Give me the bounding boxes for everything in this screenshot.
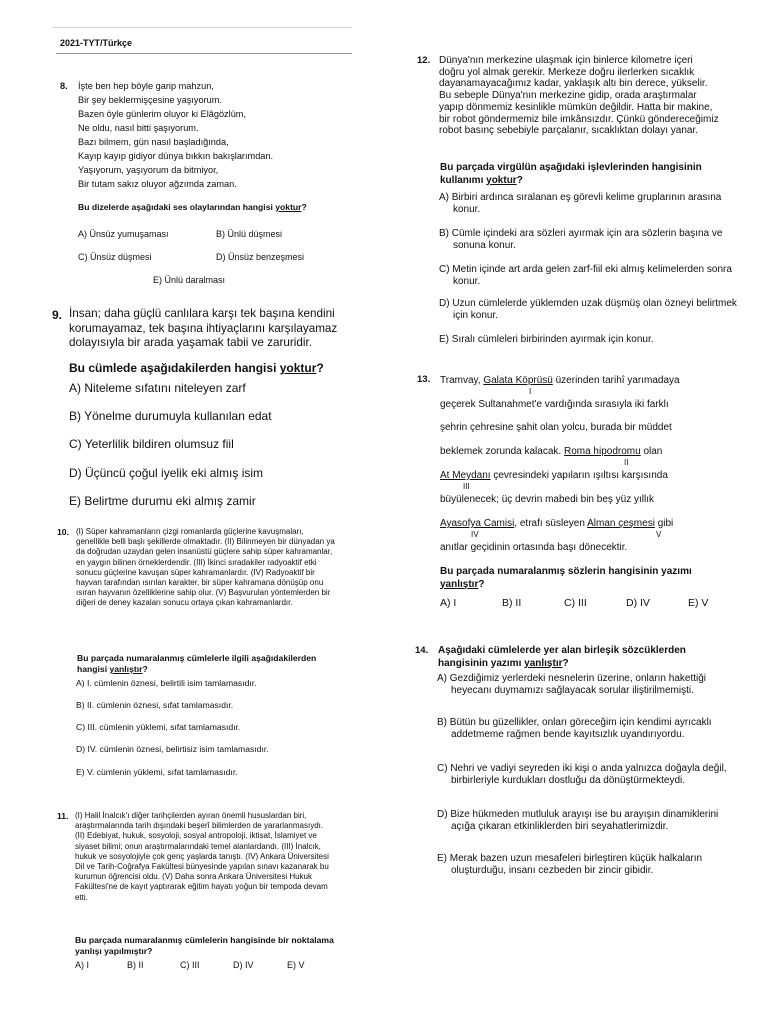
option-e[interactable]: E) Ünlü daralması <box>153 275 226 285</box>
option-d[interactable]: D) Ünsüz benzeşmesi <box>216 252 305 262</box>
question-number: 12. <box>417 55 431 66</box>
option-a[interactable]: A) Birbiri ardınca sıralanan eş görevli kelime gruplarının arasına konur. <box>439 192 722 215</box>
underlined-term-v: Alman çeşmesi <box>587 518 655 529</box>
header-divider <box>56 53 352 54</box>
header-accent-line <box>52 27 352 28</box>
option-e[interactable]: E) V. cümlenin yüklemi, sıfat tamlamasıdır. <box>76 767 238 777</box>
option-a[interactable]: A) Niteleme sıfatını niteleyen zarf <box>69 381 246 395</box>
poem-line: Kayıp kayıp gidiyor dünya bıkkın bakışlarımdan. <box>78 151 274 161</box>
underlined-term-i: Galata Köprüsü <box>483 375 553 386</box>
question-text: (I) Halil İnalcık'ı diğer tarihçilerden ayıran önemli hususlardan biri, araştırmalarında tarih dışındaki beşerî bilimlerden de yararlanmasıydı. (II) Edebiyat, hukuk, sosyoloji, sosyal antropoloji, iktisat, İslamiyet ve siyaset bilimi; onun araştırmalarındaki temel alanlardandı. (III) İnalcık, hukuk ve sosyolojiyle çok genç yaşlarda tanıştı. (IV) Ankara Üniversitesi Dil ve Tarih-Coğrafya Fakültesi bünyesinde yapılan sınavı kazanarak bu kurumun öğrencisi oldu. (V) Daha sonra Ankara Üniversitesi Hukuk Fakültesi'ne de kayıt yaptırarak eğitim hayatı yoğun bir tempoda devam etti. <box>75 811 329 902</box>
option-d[interactable]: D) Bize hükmeden mutluluk arayışı ise bu arayışın dinamiklerini açığa çıkaran etkinliklerden biri seyahatlerimizdir. <box>437 809 719 832</box>
text-line: geçerek Sultanahmet'e vardığında sırasıyla iki farklı <box>440 399 669 410</box>
option-b[interactable]: B) Cümle içindeki ara sözleri ayırmak için ara sözlerin başına ve sonuna konur. <box>439 228 723 251</box>
roman-marker: III <box>463 482 470 491</box>
option-d[interactable]: D) IV <box>626 597 650 609</box>
roman-marker: I <box>529 387 532 396</box>
question-number: 13. <box>417 374 431 385</box>
option-d[interactable]: D) Üçüncü çoğul iyelik eki almış isim <box>69 466 264 480</box>
question-stem: Bu parçada numaralanmış sözlerin hangisinin yazımı yanlıştır? <box>440 566 692 590</box>
text-line: anıtlar geçidinin ortasında başı dönecektir. <box>440 542 628 553</box>
option-b[interactable]: B) Yönelme durumuyla kullanılan edat <box>69 409 272 423</box>
option-b[interactable]: B) II. cümlenin öznesi, sıfat tamlamasıdır. <box>76 700 234 710</box>
text-line: büyülenecek; üç devrin mabedi bin beş yüz yıllık <box>440 494 655 505</box>
question-number: 14. <box>415 645 429 656</box>
poem-line: İşte ben hep böyle garip mahzun, <box>78 81 214 91</box>
option-c[interactable]: C) III <box>564 597 587 609</box>
poem-line: Bazen öyle günlerim oluyor ki Elâgözlüm, <box>78 109 247 119</box>
question-number: 11. <box>57 811 69 821</box>
underlined-term-ii: Roma hipodromu <box>563 446 641 457</box>
underlined-term-iii: At Meydanı <box>440 470 491 481</box>
question-text: İnsan; daha güçlü canlılara karşı tek başına kendini korumayamaz, tek başına ihtiyaçlarını karşılayamaz dolayısıyla bir arada yaşamak tabii ve zaruridir. <box>69 307 338 350</box>
text-line: Tramvay, Galata Köprüsü üzerinden tarihî yarımadaya <box>440 375 680 386</box>
option-d[interactable]: D) IV. cümlenin öznesi, belirtisiz isim tamlamasıdır. <box>76 744 269 754</box>
option-c[interactable]: C) III. cümlenin yüklemi, sıfat tamlamasıdır. <box>76 722 241 732</box>
option-a[interactable]: A) I <box>75 960 90 970</box>
roman-marker: IV <box>471 530 479 539</box>
poem <box>78 79 368 191</box>
question-number: 10. <box>57 527 69 537</box>
text-line: beklemek zorunda kalacak. Roma hipodromu olan <box>440 446 663 457</box>
option-e[interactable]: E) V <box>287 960 305 970</box>
option-a[interactable]: A) I. cümlenin öznesi, belirtili isim tamlamasıdır. <box>76 678 257 688</box>
question-number: 8. <box>60 81 68 91</box>
question-stem: Aşağıdaki cümlelerde yer alan birleşik sözcüklerden hangisinin yazımı yanlıştır? <box>438 645 686 669</box>
option-a[interactable]: A) Gezdiğimiz yerlerdeki nesnelerin üzerine, onların hakettiği heyecanı duymamızı sağlayacak sorular iliştirilmemişti. <box>437 673 707 696</box>
option-c[interactable]: C) Ünsüz düşmesi <box>78 252 152 262</box>
option-e[interactable]: E) Merak bazen uzun mesafeleri birleştiren küçük halkaların oluşturduğu, insanı cezbeden bir zincir gibidir. <box>437 853 703 876</box>
roman-marker: V <box>656 530 662 539</box>
option-a[interactable]: A) Ünsüz yumuşaması <box>78 229 169 239</box>
text-line: Ayasofya Camisi, etrafı süsleyen Alman çeşmesi gibi <box>440 518 674 529</box>
option-e[interactable]: E) Belirtme durumu eki almış zamir <box>69 494 256 508</box>
roman-marker: II <box>624 458 629 467</box>
option-b[interactable]: B) II <box>127 960 144 970</box>
poem-line: Bir tutam sakız oluyor ağzımda zaman. <box>78 179 237 189</box>
option-e[interactable]: E) Sıralı cümleleri birbirinden ayırmak için konur. <box>439 334 654 345</box>
option-b[interactable]: B) Ünlü düşmesi <box>216 229 283 239</box>
underlined-term-iv: Ayasofya Camisi <box>440 518 515 529</box>
poem-line: Bazı bilmem, gün nasıl başladığında, <box>78 137 229 147</box>
question-stem: Bu parçada virgülün aşağıdaki işlevlerinden hangisinin kullanımı yoktur? <box>440 162 702 186</box>
option-c[interactable]: C) Nehri ve vadiyi seyreden iki kişi o anda yalnızca doğayla değil, birbirleriyle kurdukları dostluğu da dönüştürmekteydi. <box>437 763 727 786</box>
option-c[interactable]: C) III <box>180 960 200 970</box>
question-stem: Bu cümlede aşağıdakilerden hangisi yoktur? <box>69 361 324 375</box>
question-text: Dünya'nın merkezine ulaşmak için binlerce kilometre içeri doğru yol almak gerekir. Merkeze doğru ilerlerken sıcaklık dayanamayacağımız kadar, yaklaşık altı bin derece, yükselir. Bu sebeple Dünya'nın merkezine gidip, orada araştırmalar yapıp dönmemiz kesinlikle mümkün değildir. Hatta bir makine, bir robot göndermemiz bile imkânsızdır. Çünkü göndereceğimiz robot basınç sebebiyle parçalanır, sıcaklıktan dolayı yanar. <box>439 55 719 137</box>
poem-line: Yaşıyorum, yaşıyorum da bitmiyor, <box>78 165 219 175</box>
question-stem: Bu dizelerde aşağıdaki ses olaylarından hangisi yoktur? <box>78 202 307 212</box>
poem-line: Bir şey beklermişçesine yaşıyorum. <box>78 95 222 105</box>
question-stem: Bu parçada numaralanmış cümlelerin hangisinde bir noktalama yanlışı yapılmıştır? <box>75 935 334 956</box>
poem-line: Ne oldu, nasıl bitti şaşıyorum. <box>78 123 199 133</box>
option-b[interactable]: B) II <box>502 597 522 609</box>
option-c[interactable]: C) Yeterlilik bildiren olumsuz fiil <box>69 437 234 451</box>
text-line: şehrin çehresine şahit olan yolcu, burada bir müddet <box>440 422 672 433</box>
question-number: 9. <box>52 308 63 322</box>
option-e[interactable]: E) V <box>688 597 709 609</box>
question-text: (I) Süper kahramanların çizgi romanlarda güçlerine kavuşmaları, genellikle belli başlı şekillerde olmaktadır. (II) Bilinmeyen bir dünyadan ya da doğrudan uzaydan gelen insanüstü güçlere sahip süper kahramanlar, en yaygın bilinen örneklerdendir. (III) İkinci sıradakiler radyoaktif etki sonucu güçlerine kavuşan süper kahramanlardır. (IV) Radyoaktif bir hayvan tarafından ısırılan karakter, bir süper kahramana dönüşüp onu ısıran hayvanın özelliklerine sahip olur. (V) Başvurulan yöntemlerden bir diğeri de deney kazaları sonucu ortaya çıkan kahramanlardır. <box>76 527 335 608</box>
option-d[interactable]: D) Uzun cümlelerde yüklemden uzak düşmüş olan özneyi belirtmek için konur. <box>439 298 737 321</box>
question-stem: Bu parçada numaralanmış cümlelerle ilgili aşağıdakilerden hangisi yanlıştır? <box>77 653 317 674</box>
option-a[interactable]: A) I <box>440 597 457 609</box>
option-c[interactable]: C) Metin içinde art arda gelen zarf-fiil eki almış kelimelerden sonra konur. <box>439 264 732 287</box>
option-b[interactable]: B) Bütün bu güzellikler, onları göreceğim için kendimi ayrıcaklı addetmeme rağmen bende kayıtsızlık uyandırıyordu. <box>437 717 712 740</box>
option-d[interactable]: D) IV <box>233 960 254 970</box>
page-header: 2021-TYT/Türkçe <box>60 38 133 48</box>
text-line: At Meydanı çevresindeki yapıların ışıltısı karşısında <box>440 470 668 481</box>
